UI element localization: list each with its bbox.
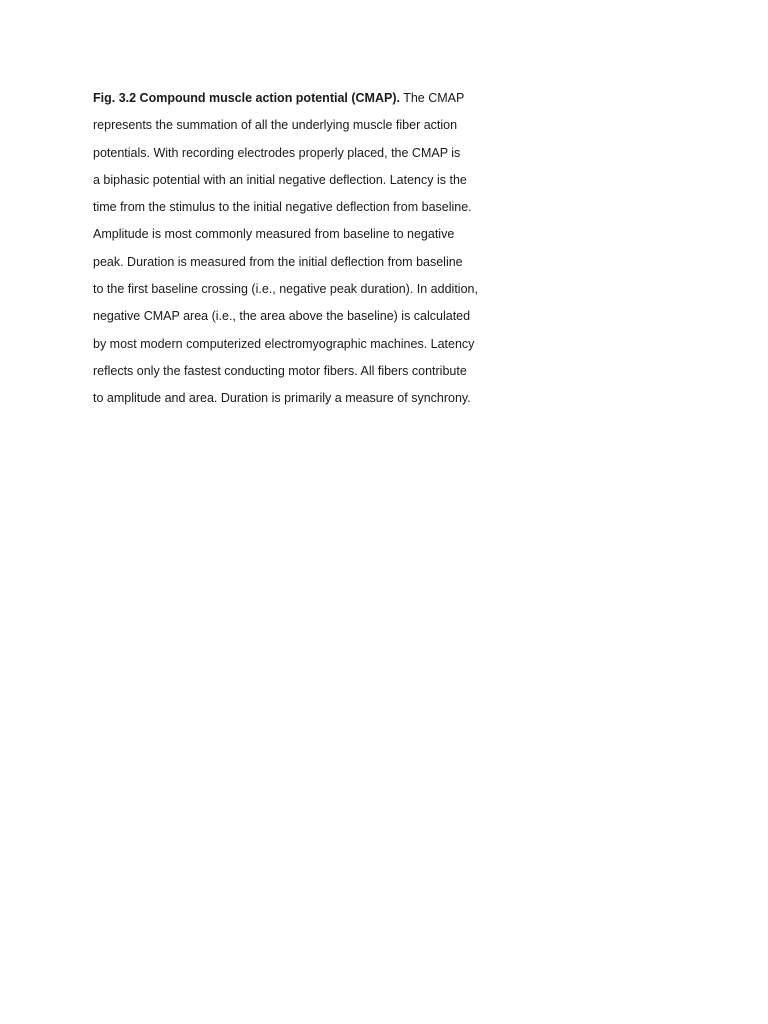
caption-line-8: to the first baseline crossing (i.e., negative peak duration). In addition,: [93, 282, 478, 297]
figure-label: Fig. 3.2 Compound muscle action potential (CMAP).: [93, 91, 400, 105]
caption-line-12: to amplitude and area. Duration is primarily a measure of synchrony.: [93, 391, 471, 406]
caption-line-5: time from the stimulus to the initial negative deflection from baseline.: [93, 200, 472, 215]
caption-line-10: by most modern computerized electromyographic machines. Latency: [93, 336, 475, 351]
caption-line-4: a biphasic potential with an initial negative deflection. Latency is the: [93, 172, 467, 187]
caption-line-2: represents the summation of all the underlying muscle fiber action: [93, 118, 458, 133]
caption-line-1: [93, 85, 523, 112]
caption-line-9: negative CMAP area (i.e., the area above the baseline) is calculated: [93, 309, 471, 324]
caption-text: The CMAP: [399, 91, 465, 105]
caption-line-7: peak. Duration is measured from the initial deflection from baseline: [93, 254, 463, 269]
figure-caption: [93, 85, 523, 413]
caption-line-11: reflects only the fastest conducting motor fibers. All fibers contribute: [93, 363, 467, 378]
caption-line-6: Amplitude is most commonly measured from baseline to negative: [93, 227, 455, 242]
caption-line-3: potentials. With recording electrodes properly placed, the CMAP is: [93, 145, 461, 160]
